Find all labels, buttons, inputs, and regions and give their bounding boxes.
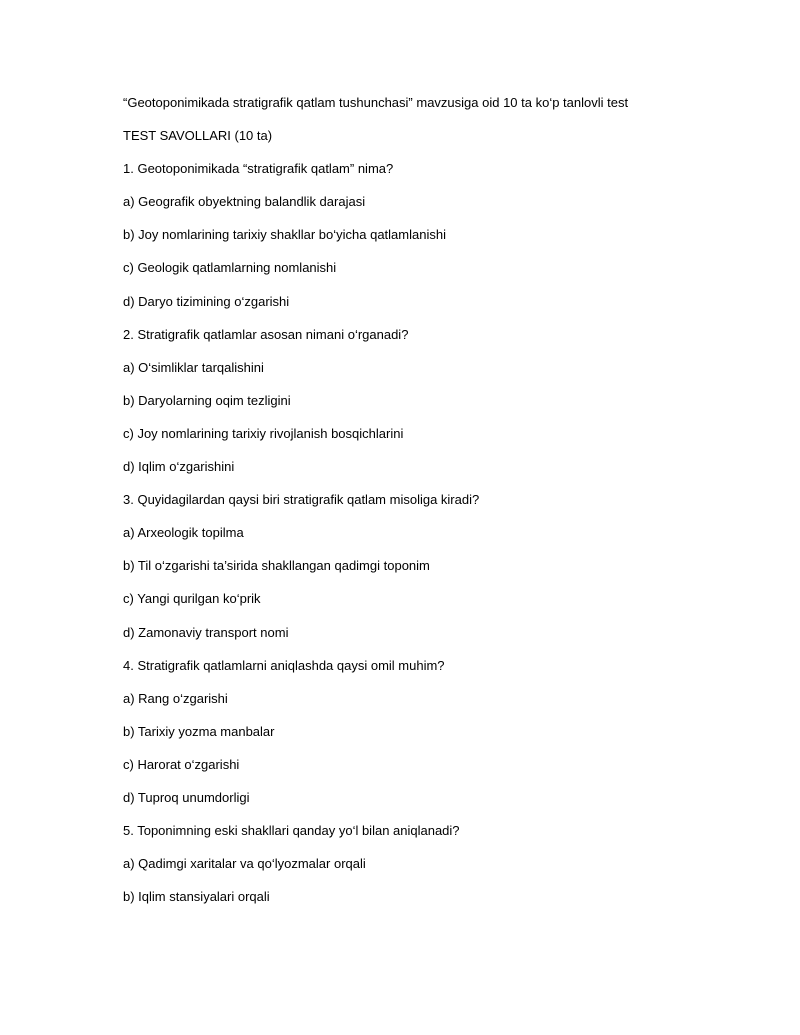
question-4-option-a: a) Rang o‘zgarishi — [123, 690, 228, 706]
document-title: “Geotoponimikada stratigrafik qatlam tushunchasi” mavzusiga oid 10 ta ko‘p tanlovli test — [123, 95, 629, 110]
question-5: 5. Toponimning eski shakllari qanday yo‘l bilan aniqlanadi? — [123, 823, 460, 839]
question-1: 1. Geotoponimikada “stratigrafik qatlam” nima? — [123, 161, 394, 177]
question-1-option-c: c) Geologik qatlamlarning nomlanishi — [123, 260, 337, 276]
question-3-option-b: b) Til o‘zgarishi ta’sirida shakllangan qadimgi toponim — [123, 558, 430, 574]
question-2-option-c: c) Joy nomlarining tarixiy rivojlanish bosqichlarini — [123, 425, 404, 441]
question-1-option-d: d) Daryo tizimining o‘zgarishi — [123, 293, 290, 309]
question-2-option-d: d) Iqlim o‘zgarishini — [123, 459, 235, 475]
question-1-option-a: a) Geografik obyektning balandlik darajasi — [123, 194, 366, 210]
question-3-option-a: a) Arxeologik topilma — [123, 525, 244, 541]
question-4-option-d: d) Tuproq unumdorligi — [123, 789, 250, 805]
question-2-option-a: a) O‘simliklar tarqalishini — [123, 359, 264, 375]
question-1-option-b: b) Joy nomlarining tarixiy shakllar bo‘yicha qatlamlanishi — [123, 227, 446, 243]
question-4-option-b: b) Tarixiy yozma manbalar — [123, 723, 275, 739]
question-2-option-b: b) Daryolarning oqim tezligini — [123, 392, 291, 408]
section-heading: TEST SAVOLLARI (10 ta) — [123, 128, 273, 144]
question-3-option-d: d) Zamonaviy transport nomi — [123, 624, 289, 640]
question-4: 4. Stratigrafik qatlamlarni aniqlashda qaysi omil muhim? — [123, 657, 445, 673]
question-5-option-a: a) Qadimgi xaritalar va qo‘lyozmalar orqali — [123, 856, 366, 872]
question-5-option-b: b) Iqlim stansiyalari orqali — [123, 889, 270, 905]
question-2: 2. Stratigrafik qatlamlar asosan nimani o‘rganadi? — [123, 326, 409, 342]
question-3-option-c: c) Yangi qurilgan ko‘prik — [123, 591, 261, 607]
question-3: 3. Quyidagilardan qaysi biri stratigrafik qatlam misoliga kiradi? — [123, 492, 480, 508]
question-4-option-c: c) Harorat o‘zgarishi — [123, 756, 240, 772]
document-body — [123, 94, 723, 921]
